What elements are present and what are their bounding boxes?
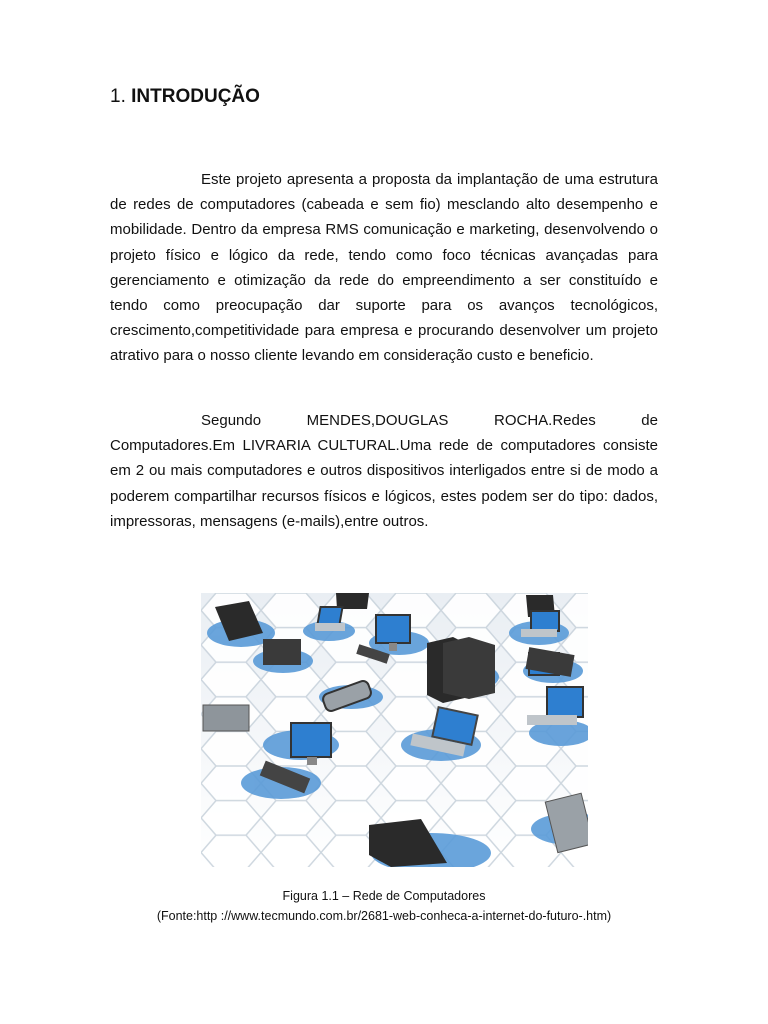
section-number: 1. bbox=[110, 86, 126, 107]
section-heading bbox=[110, 86, 260, 108]
intro-paragraph: Este projeto apresenta a proposta da implantação de uma estrutura de redes de computadores (cabeada e sem fio) mesclando alto desempenho e mobilidade. Dentro da empresa RMS comunicação e marketing, desenvolvendo o projeto físico e lógico da rede, tendo como foco técnicas avançadas para gerenciamento e otimização da rede do empreendimento a ser constituído e tendo como preocupação dar suporte para os avanços tecnológicos, crescimento,competitividade para empresa e procurando desenvolver um projeto atrativo para o nosso cliente levando em consideração custo e beneficio. bbox=[110, 171, 658, 365]
network-illustration bbox=[201, 593, 588, 867]
figure-source: (Fonte:http ://www.tecmundo.com.br/2681-web-conheca-a-internet-do-futuro-.htm) bbox=[156, 909, 612, 923]
network-figure-image bbox=[201, 593, 588, 867]
figure-caption: Figura 1.1 – Rede de Computadores bbox=[282, 889, 486, 903]
section-title: INTRODUÇÃO bbox=[131, 86, 260, 107]
definition-paragraph: Segundo MENDES,DOUGLAS ROCHA.Redes de Computadores.Em LIVRARIA CULTURAL.Uma rede de computadores consiste em 2 ou mais computadores e outros dispositivos interligados entre si de modo a poderem compartilhar recursos físicos e lógicos, estes podem ser do tipo: dados, impressoras, mensagens (e-mails),entre outros. bbox=[110, 412, 658, 530]
